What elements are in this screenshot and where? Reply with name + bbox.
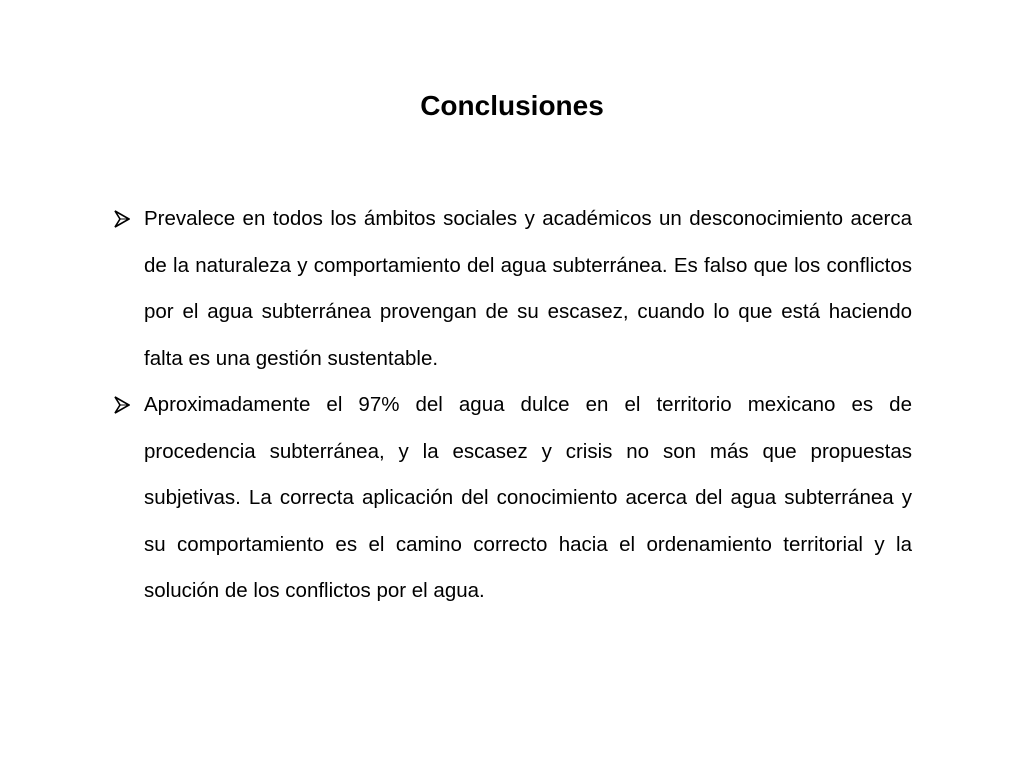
arrowhead-bullet-icon <box>114 396 130 414</box>
arrowhead-bullet-icon <box>114 210 130 228</box>
bullet-text-1: Prevalece en todos los ámbitos sociales y académicos un desconocimiento acerca de la naturaleza y comportamiento del agua subterránea. Es falso que los conflictos por el agua subterránea provengan de su escasez, cuando lo que está haciendo falta es una gestión sustentable. <box>144 207 912 370</box>
bullet-list <box>112 196 912 615</box>
bullet-text-2: Aproximadamente el 97% del agua dulce en el territorio mexicano es de procedencia subterránea, y la escasez y crisis no son más que propuestas subjetivas. La correcta aplicación del conocimiento acerca del agua subterránea y su comportamiento es el camino correcto hacia el ordenamiento territorial y la solución de los conflictos por el agua. <box>144 393 912 602</box>
slide-title: Conclusiones <box>420 90 604 121</box>
bullet-item-2 <box>112 382 912 615</box>
bullet-item-1 <box>112 196 912 382</box>
